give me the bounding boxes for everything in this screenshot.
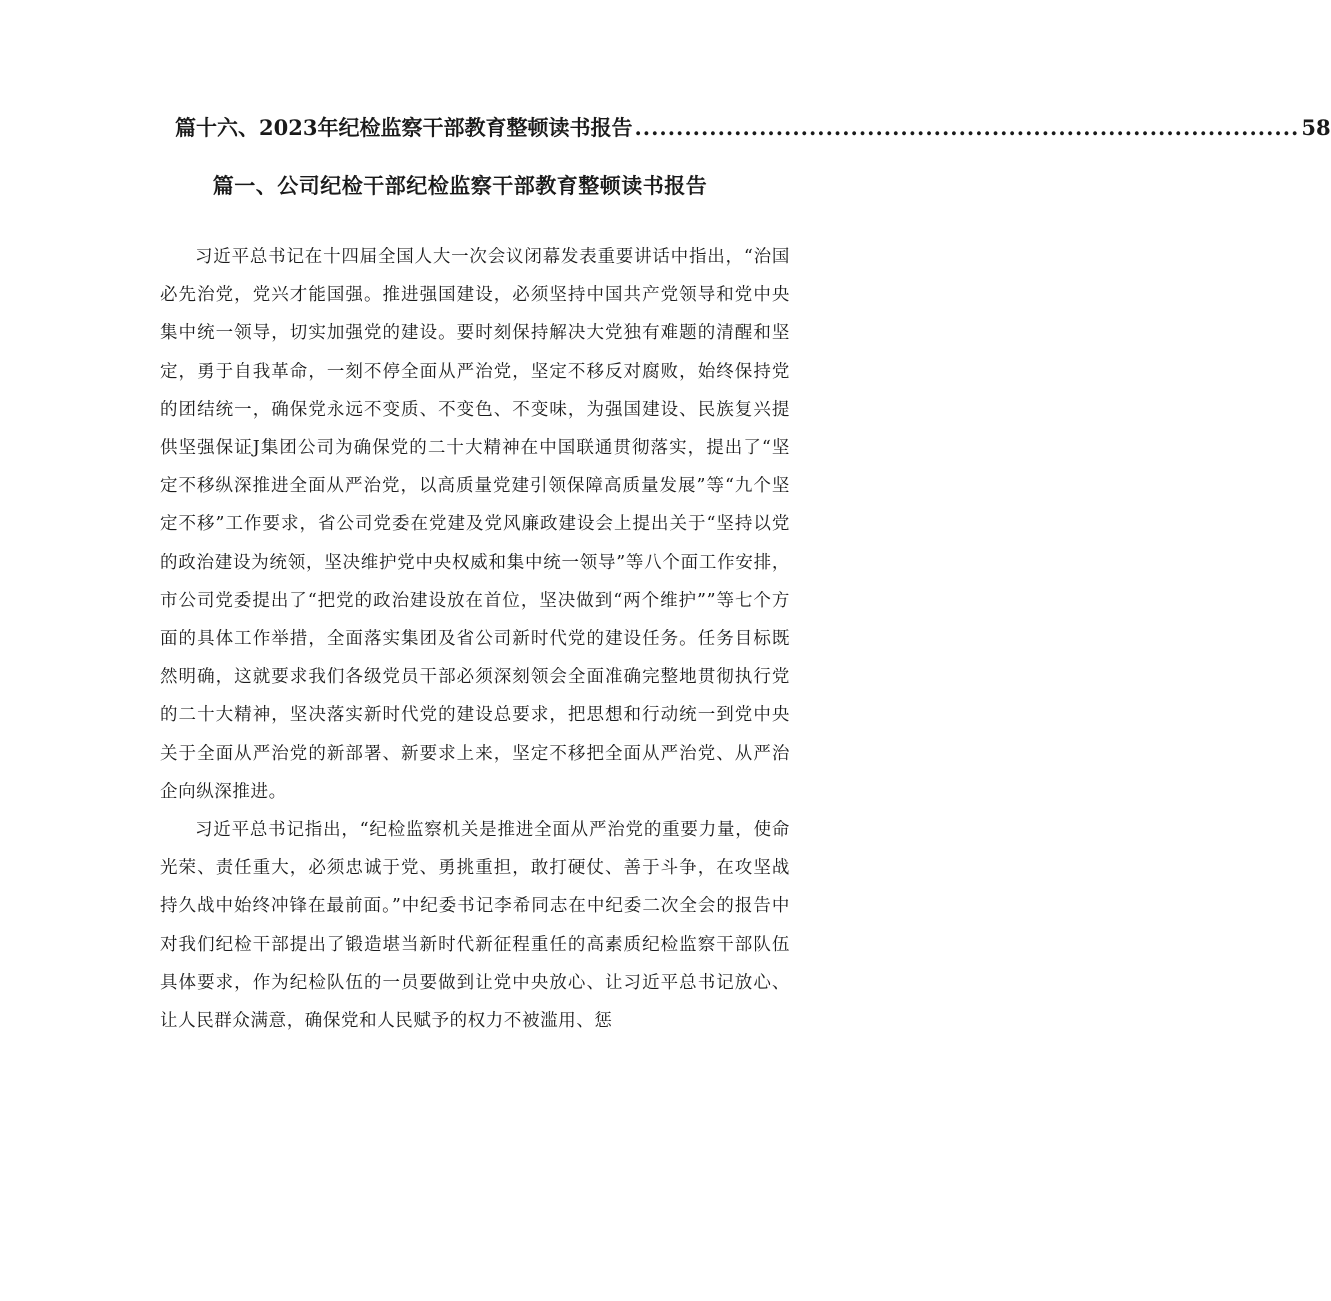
body-text — [160, 238, 790, 1040]
paragraph: 习近平总书记指出，“纪检监察机关是推进全面从严治党的重要力量，使命光荣、责任重大，必须忠诚于党、勇挑重担，敢打硬仗、善于斗争，在攻坚战持久战中始终冲锋在最前面。”中纪委书记李希同志在中纪委二次全会的报告中对我们纪检干部提出了锻造堪当新时代新征程重任的高素质纪检监察干部队伍具体要求，作为纪检队伍的一员要做到让党中央放心、让习近平总书记放心、让人民群众满意，确保党和人民赋予的权力不被滥用、惩 — [160, 820, 790, 1032]
section-title: 篇一、公司纪检干部纪检监察干部教育整顿读书报告 — [212, 173, 708, 198]
toc-entry-title: 篇十六、2023年纪检监察干部教育整顿读书报告 — [175, 115, 633, 140]
toc-page-number: 58 — [1301, 115, 1331, 140]
toc-entry[interactable] — [175, 112, 1331, 146]
paragraph: 习近平总书记在十四届全国人大一次会议闭幕发表重要讲话中指出，“治国必先治党，党兴才能国强。推进强国建设，必须坚持中国共产党领导和党中央集中统一领导，切实加强党的建设。要时刻保持解决大党独有难题的清醒和坚定，勇于自我革命，一刻不停全面从严治党，坚定不移反对腐败，始终保持党的团结统一，确保党永远不变质、不变色、不变味，为强国建设、民族复兴提供坚强保证J集团公司为确保党的二十大精神在中国联通贯彻落实，提出了“坚定不移纵深推进全面从严治党，以高质量党建引领保障高质量发展”等“九个坚定不移”工作要求，省公司党委在党建及党风廉政建设会上提出关于“坚持以党的政治建设为统领，坚决维护党中央权威和集中统一领导”等八个面工作安排，市公司党委提出了“把党的政治建设放在首位，坚决做到“两个维护””等七个方面的具体工作举措，全面落实集团及省公司新时代党的建设任务。任务目标既然明确，这就要求我们各级党员干部必须深刻领会全面准确完整地贯彻执行党的二十大精神，坚决落实新时代党的建设总要求，把思想和行动统一到党中央关于全面从严治党的新部署、新要求上来，坚定不移把全面从严治党、从严治企向纵深推进。 — [160, 247, 790, 802]
toc-leader-dots: ................................................................................ — [634, 115, 1300, 140]
